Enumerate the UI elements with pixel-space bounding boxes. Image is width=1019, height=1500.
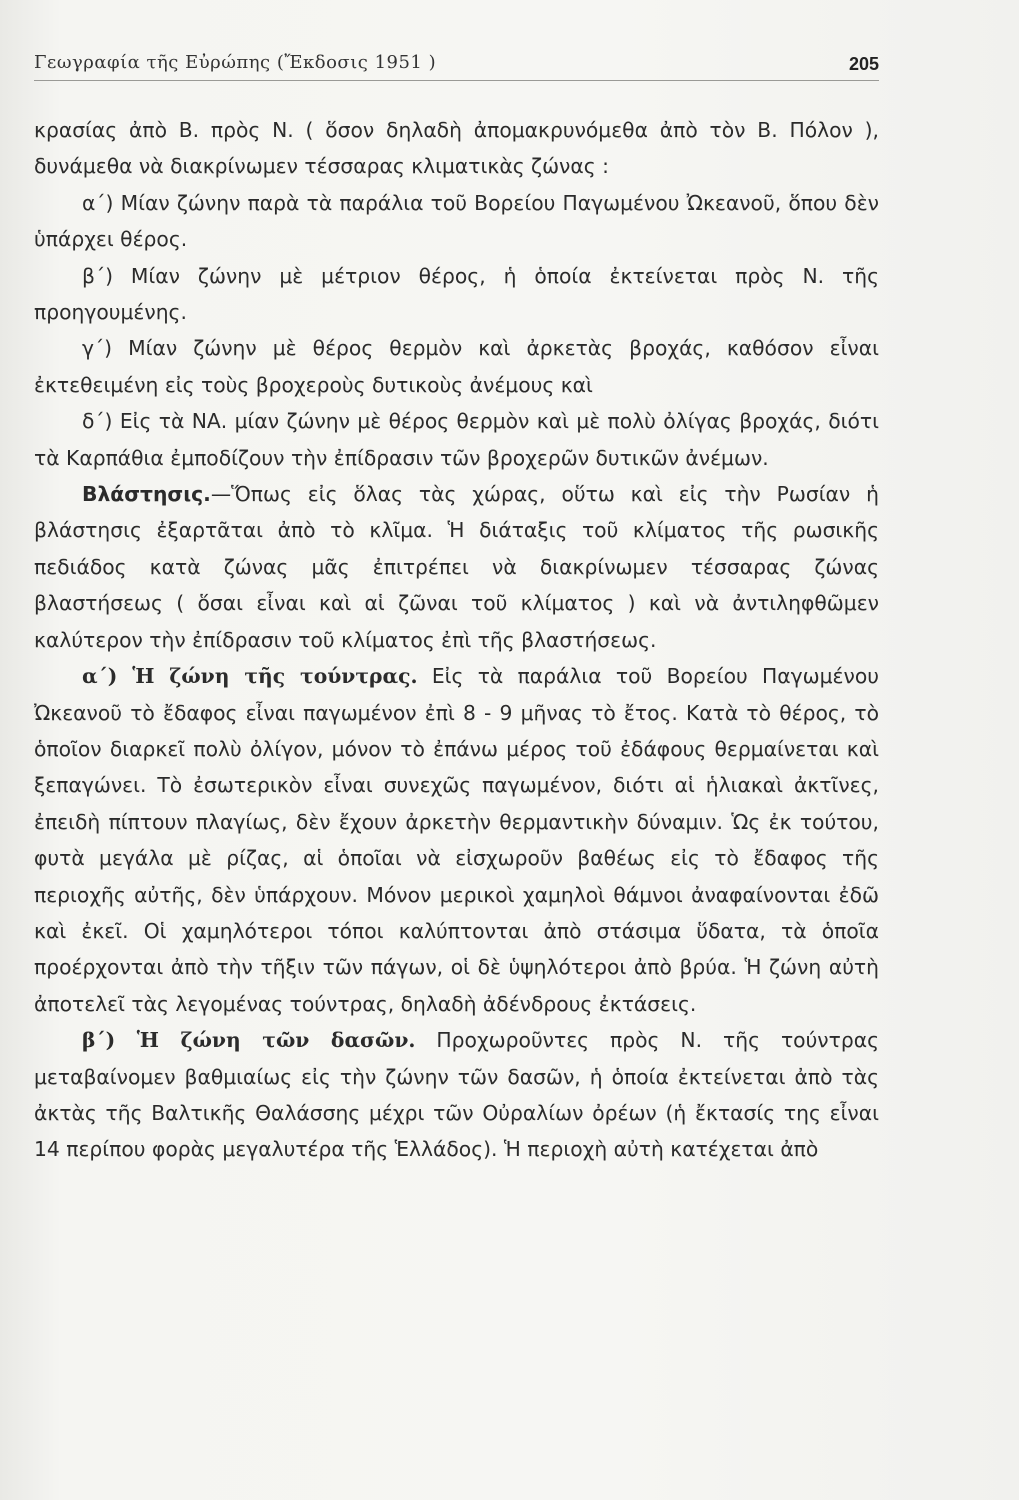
paragraph-intro (34, 112, 879, 185)
paragraph-text: Εἰς τὰ παράλια τοῦ Βορείου Παγωμένου Ὠκεανοῦ τὸ ἔδαφος εἶναι παγωμένον ἐπὶ 8 - 9 μῆνας τὸ ἔτος. Κατὰ τὸ θέρος, τὸ ὁποῖον διαρκεῖ πολὺ ὀλίγον, μόνον τὸ ἐπάνω μέρος τοῦ ἐδάφους θερμαίνεται καὶ ξεπαγώνει. Τὸ ἐσωτερικὸν εἶναι συνεχῶς παγωμένον, διότι αἱ ἡλιακαὶ ἀκτῖνες, ἐπειδὴ πίπτουν πλαγίως, δὲν ἔχουν ἀρκετὴν θερμαντικὴν δύναμιν. Ὡς ἐκ τούτου, φυτὰ μεγάλα μὲ ρίζας, αἱ ὁποῖαι νὰ εἰσχωροῦν βαθέως εἰς τὸ ἔδαφος τῆς περιοχῆς αὐτῆς, δὲν ὑπάρχουν. Μόνον μερικοὶ χαμηλοὶ θάμνοι ἀναφαίνονται ἐδῶ καὶ ἐκεῖ. Οἱ χαμηλότεροι τόποι καλύπτονται ἀπὸ στάσιμα ὕδατα, τὰ ὁποῖα προέρχονται ἀπὸ τὴν τῆξιν τῶν πάγων, οἱ δὲ ὑψηλότεροι ἀπὸ βρύα. Ἡ ζώνη αὐτὴ ἀποτελεῖ τὰς λεγομένας τούντρας, δηλαδὴ ἀδένδρους ἐκτάσεις. (34, 664, 879, 1016)
paragraph-zone-a (34, 185, 879, 258)
paragraph-zone-b (34, 258, 879, 331)
paragraph-text: α΄) Μίαν ζώνην παρὰ τὰ παράλια τοῦ Βορείου Παγωμένου Ὠκεανοῦ, ὅπου δὲν ὑπάρχει θέρος. (34, 190, 879, 252)
page-number: 205 (848, 54, 879, 74)
paragraph-forests (34, 1022, 879, 1168)
body-text (34, 112, 879, 1168)
running-header (34, 48, 879, 81)
paragraph-tundra (34, 658, 879, 1022)
paragraph-text: —Ὅπως εἰς ὅλας τὰς χώρας, οὕτω καὶ εἰς τὴν Ρωσίαν ἡ βλάστησις ἐξαρτᾶται ἀπὸ τὸ κλῖμα. Ἡ διάταξις τοῦ κλίματος τῆς ρωσικῆς πεδιάδος κατὰ ζώνας μᾶς ἐπιτρέπει νὰ διακρίνωμεν τέσσαρας ζώνας βλαστήσεως ( ὅσαι εἶναι καὶ αἱ ζῶναι τοῦ κλίματος ) καὶ νὰ ἀντιληφθῶμεν καλύτερον τὴν ἐπίδρασιν τοῦ κλίματος ἐπὶ τῆς βλαστήσεως. (34, 482, 879, 652)
paragraph-text: β΄) Μίαν ζώνην μὲ μέτριον θέρος, ἡ ὁποία ἐκτείνεται πρὸς Ν. τῆς προηγουμένης. (34, 263, 879, 325)
running-title: Γεωγραφία τῆς Εὐρώπης (Ἔκδοσις 1951 ) (34, 52, 437, 73)
section-heading-forests: β΄) Ἡ ζώνη τῶν δασῶν. (82, 1028, 416, 1053)
paragraph-text: Προχωροῦντες πρὸς Ν. τῆς τούντρας μεταβαίνομεν βαθμιαίως εἰς τὴν ζώνην τῶν δασῶν, ἡ ὁποία ἐκτείνεται ἀπὸ τὰς ἀκτὰς τῆς Βαλτικῆς Θαλάσσης μέχρι τῶν Οὐραλίων ὀρέων (ἡ ἔκτασίς της εἶναι 14 περίπου φορὰς μεγαλυτέρα τῆς Ἑλλάδος). Ἡ περιοχὴ αὐτὴ κατέχεται ἀπὸ (34, 1028, 879, 1162)
paragraph-text: κρασίας ἀπὸ Β. πρὸς Ν. ( ὅσον δηλαδὴ ἀπομακρυνόμεθα ἀπὸ τὸν Β. Πόλον ), δυνάμεθα νὰ διακρίνωμεν τέσσαρας κλιματικὰς ζώνας : (34, 118, 879, 179)
paragraph-zone-c (34, 330, 879, 403)
paragraph-text: γ΄) Μίαν ζώνην μὲ θέρος θερμὸν καὶ ἀρκετὰς βροχάς, καθόσον εἶναι ἐκτεθειμένη εἰς τοὺς βροχεροὺς δυτικοὺς ἀνέμους καὶ (34, 336, 879, 397)
paragraph-vegetation (34, 476, 879, 658)
section-heading-vegetation: Βλάστησις. (82, 482, 211, 507)
paragraph-text: δ΄) Εἰς τὰ ΝΑ. μίαν ζώνην μὲ θέρος θερμὸν καὶ μὲ πολὺ ὀλίγας βροχάς, διότι τὰ Καρπάθια ἐμποδίζουν τὴν ἐπίδρασιν τῶν βροχερῶν δυτικῶν ἀνέμων. (34, 409, 879, 470)
section-heading-tundra: α΄) Ἡ ζώνη τῆς τούντρας. (82, 664, 418, 689)
paragraph-zone-d (34, 403, 879, 476)
